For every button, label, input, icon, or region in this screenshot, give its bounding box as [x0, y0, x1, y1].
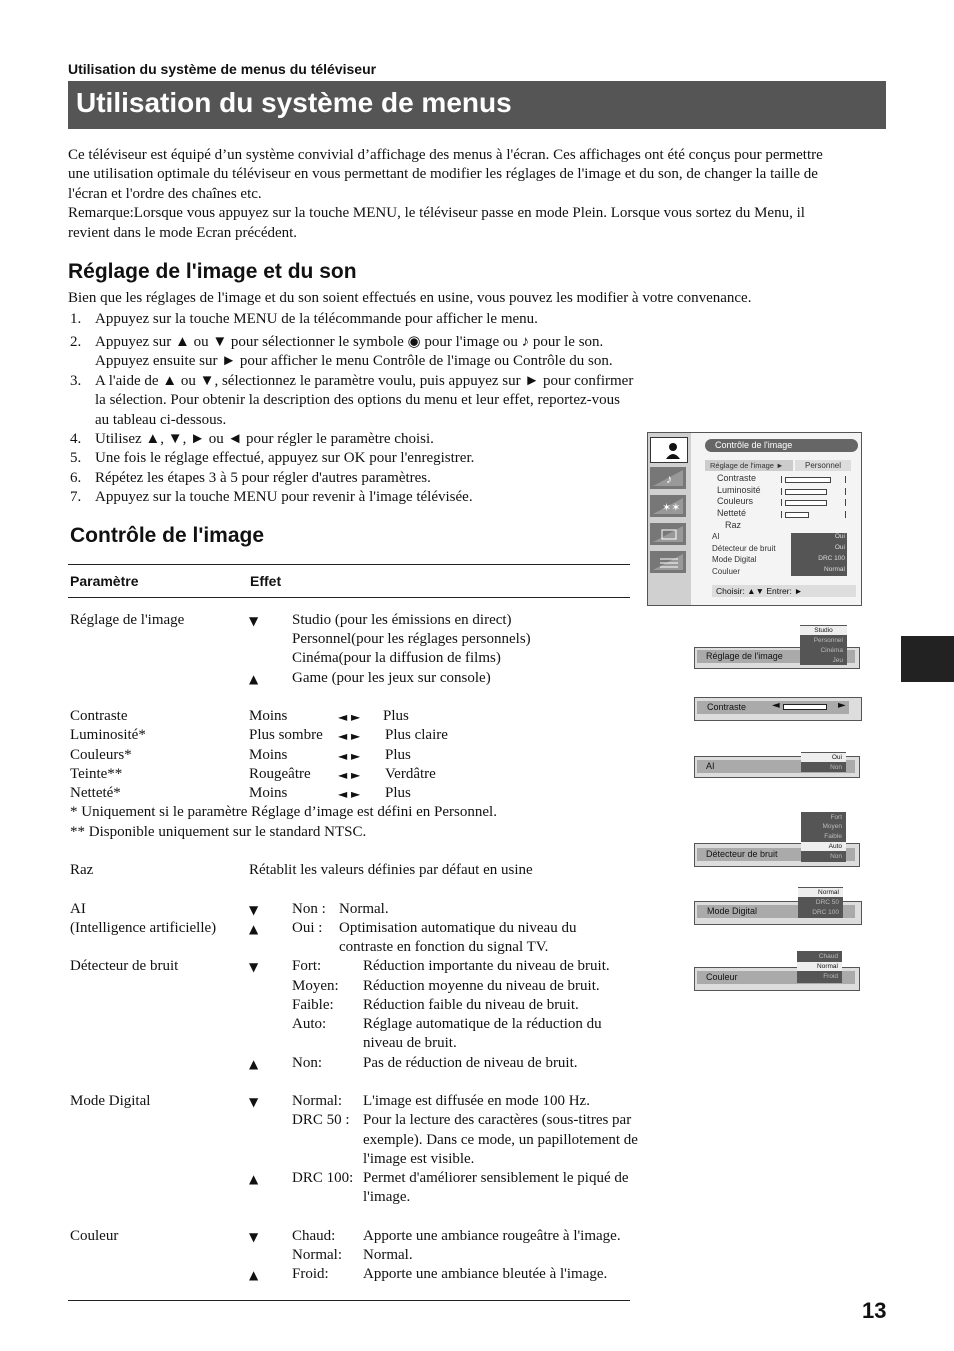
slider-tick [845, 511, 846, 518]
table-cell-key: Fort: [292, 958, 322, 974]
table-cell-effect: Normal. [363, 1247, 413, 1263]
down-arrow-icon: ▼ [249, 614, 259, 628]
option-selected[interactable]: Studio [800, 626, 847, 635]
table-cell-key: Normal: [292, 1093, 342, 1109]
table-cell-key: DRC 50 : [292, 1112, 350, 1128]
table-cell-effect: Optimisation automatique du niveau du [339, 920, 577, 936]
chapter-tab-marker [901, 636, 954, 682]
table-cell-effect: Apporte une ambiance rougeâtre à l'image. [363, 1228, 621, 1244]
osd-item-label: Couluer [712, 567, 741, 576]
table-cell-low: Moins [249, 708, 288, 724]
table-cell-param: Netteté* [70, 785, 121, 801]
up-arrow-icon: ▲ [249, 672, 259, 686]
option[interactable]: Non [830, 764, 842, 771]
osd-item-label: Netteté [717, 508, 747, 518]
table-cell-low: Moins [249, 747, 288, 763]
list-item [70, 372, 670, 430]
table-cell-effect: Normal. [339, 901, 389, 917]
step-text: au tableau ci-dessous. [95, 411, 227, 428]
table-cell-key: Oui : [292, 920, 323, 936]
osd-value: Normal [824, 566, 845, 573]
column-header-effet: Effet [250, 573, 282, 589]
table-cell-param: Couleurs* [70, 747, 132, 763]
option[interactable]: Personnel [813, 637, 843, 644]
mini-osd-label: Couleur [697, 971, 855, 984]
step-number: 5. [70, 450, 82, 467]
osd-slider[interactable] [781, 486, 849, 496]
option[interactable]: Chaud [818, 953, 838, 960]
mini-osd-reglage [694, 625, 860, 670]
osd-item-label: Contraste [717, 473, 757, 483]
osd-slider[interactable] [781, 509, 849, 519]
osd-value: Oui [834, 544, 845, 551]
list-item [70, 488, 670, 507]
up-arrow-icon: ▲ [249, 922, 259, 936]
mini-osd-contraste [694, 697, 860, 721]
table-cell-high: Verdâtre [385, 766, 436, 782]
table-cell-key: Chaud: [292, 1228, 336, 1244]
sound-icon [650, 467, 686, 489]
list-item [70, 430, 670, 449]
table-cell-effect: l'image est visible. [363, 1151, 475, 1167]
left-arrow-icon[interactable]: ◄ [772, 700, 780, 711]
left-right-arrows-icon: ◄ ► [338, 749, 361, 763]
down-arrow-icon: ▼ [249, 960, 259, 974]
step-text: Utilisez ▲, ▼, ► ou ◄ pour régler le paramètre choisi. [95, 431, 434, 447]
table-cell-key: Non : [292, 901, 326, 917]
svg-text:✶✶: ✶✶ [662, 502, 681, 514]
svg-text:♪: ♪ [666, 472, 672, 486]
down-arrow-icon: ▼ [249, 903, 259, 917]
slider-tick [845, 488, 846, 495]
table-cell-high: Plus [385, 747, 411, 763]
table-cell-effect: Rétablit les valeurs définies par défaut en usine [249, 862, 533, 878]
table-cell-key: Moyen: [292, 978, 339, 994]
option-selected[interactable]: Normal [798, 888, 843, 897]
slider-tick [781, 511, 782, 518]
step-text: la sélection. Pour obtenir la description des options du menu et leur effet, reportez-vous [95, 392, 620, 409]
list-item [70, 469, 670, 488]
up-arrow-icon: ▲ [249, 1057, 259, 1071]
step-text: Appuyez sur la touche MENU pour revenir à l'image télévisée. [95, 489, 473, 506]
table-cell-key: Faible: [292, 997, 334, 1013]
osd-item-label: Détecteur de bruit [712, 544, 776, 553]
osd-item-label: Luminosité [717, 485, 761, 495]
table-cell-param: Raz [70, 862, 94, 878]
list-item [70, 449, 670, 468]
slider-track [785, 477, 831, 483]
slider-tick [845, 499, 846, 506]
divider [68, 564, 630, 565]
divider [68, 597, 630, 598]
mini-osd-bruit [694, 812, 860, 868]
list-item [70, 333, 670, 372]
slider-tick [781, 476, 782, 483]
intro-line: Remarque:Lorsque vous appuyez sur la touche MENU, le téléviseur passe en mode Plein. Lorsque vous sortez du Menu, il [68, 205, 805, 222]
table-cell-param: Mode Digital [70, 1093, 151, 1109]
breadcrumb: Utilisation du système de menus du téléviseur [68, 61, 377, 77]
table-cell-effect: Game (pour les jeux sur console) [292, 670, 491, 686]
down-arrow-icon: ▼ [249, 1095, 259, 1109]
left-right-arrows-icon: ◄ ► [338, 710, 361, 724]
step-text: A l'aide de ▲ ou ▼, sélectionnez le paramètre voulu, puis appuyez sur ► pour confirmer [95, 373, 634, 389]
osd-footer: Choisir: ▲▼ Entrer: ► [712, 585, 856, 597]
osd-screenshot [647, 432, 862, 606]
footnote: ** Disponible uniquement sur le standard NTSC. [70, 824, 367, 840]
osd-item-label: Mode Digital [712, 555, 757, 564]
osd-item-reglage[interactable]: Réglage de l'image ► [705, 460, 793, 471]
section-heading-reglage: Réglage de l'image et du son [68, 260, 357, 283]
slider-tick [781, 499, 782, 506]
setup-icon [650, 523, 686, 545]
osd-slider[interactable] [781, 497, 849, 507]
table-cell-high: Plus [385, 785, 411, 801]
table-cell-effect: Permet d'améliorer sensiblement le piqué de [363, 1170, 629, 1186]
step-text: Appuyez ensuite sur ► pour afficher le menu Contrôle de l'image ou Contrôle du son. [95, 353, 613, 369]
table-cell-effect: Personnel(pour les réglages personnels) [292, 631, 531, 647]
osd-item-label: Raz [725, 520, 742, 530]
osd-value: Oui [834, 533, 845, 540]
intro-line: Ce téléviseur est équipé d’un système convivial d’affichage des menus à l'écran. Ces affichages ont été conçus pour permettre [68, 147, 823, 163]
section-lead: Bien que les réglages de l'image et du son soient effectués en usine, vous pouvez les modifier à votre convenance. [68, 290, 752, 306]
column-header-parametre: Paramètre [70, 573, 139, 589]
osd-slider[interactable] [781, 474, 849, 484]
table-cell-effect: Studio (pour les émissions en direct) [292, 612, 512, 628]
slider-tick [845, 476, 846, 483]
step-text: Appuyez sur ▲ ou ▼ pour sélectionner le symbole ◉ pour l'image ou ♪ pour le son. [95, 334, 604, 350]
osd-title: Contrôle de l'image [705, 439, 858, 452]
table-cell-effect: Réduction faible du niveau de bruit. [363, 997, 579, 1013]
table-cell-effect: Pas de réduction de niveau de bruit. [363, 1055, 578, 1071]
divider [68, 1300, 630, 1301]
option[interactable]: DRC 50 [815, 899, 839, 906]
list-item [70, 310, 670, 332]
table-cell-param: Teinte** [70, 766, 123, 782]
step-number: 1. [70, 311, 82, 327]
option[interactable]: Cinéma [820, 647, 843, 654]
table-cell-low: Moins [249, 785, 288, 801]
table-cell-effect: Réduction importante du niveau de bruit. [363, 958, 610, 974]
osd-item-label: Réglage de l'image [710, 461, 774, 470]
install-icon [650, 551, 686, 573]
osd-value: DRC 100 [818, 555, 845, 562]
table-cell-param: Luminosité* [70, 727, 146, 743]
table-cell-key: Non: [292, 1055, 322, 1071]
intro-paragraph [68, 146, 898, 243]
up-arrow-icon: ▲ [249, 1172, 259, 1186]
slider-track[interactable] [783, 704, 827, 710]
table-cell-high: Plus claire [385, 727, 448, 743]
slider-track [785, 489, 827, 495]
table-cell-effect: Pour la lecture des caractères (sous-titres par [363, 1112, 632, 1128]
option[interactable]: Jeu [832, 657, 843, 664]
mini-osd-label: Mode Digital [697, 905, 855, 918]
table-cell-param: Couleur [70, 1228, 119, 1244]
step-number: 2. [70, 334, 82, 350]
table-cell-effect: l'image. [363, 1189, 411, 1205]
step-text: Appuyez sur la touche MENU de la télécommande pour afficher le menu. [95, 311, 538, 327]
option-selected[interactable]: Oui [801, 753, 846, 762]
table-cell-param: Réglage de l'image [70, 612, 185, 628]
table-cell-param: Détecteur de bruit [70, 958, 179, 974]
table-cell-param: (Intelligence artificielle) [70, 920, 217, 936]
intro-line: l'écran et l'ordre des chaînes etc. [68, 185, 262, 202]
table-cell-effect: L'image est diffusée en mode 100 Hz. [363, 1093, 590, 1109]
option-selected[interactable]: Auto [801, 842, 846, 851]
option[interactable]: Faible [824, 833, 842, 840]
slider-track [785, 500, 827, 506]
table-cell-low: Plus sombre [249, 727, 323, 743]
table-cell-param: Contraste [70, 708, 128, 724]
step-text: Une fois le réglage effectué, appuyez sur OK pour l'enregistrer. [95, 450, 475, 467]
left-right-arrows-icon: ◄ ► [338, 768, 361, 782]
mini-osd-couleur [694, 951, 860, 991]
osd-item-label: AI [712, 532, 720, 541]
table-cell-effect: Apporte une ambiance bleutée à l'image. [363, 1266, 608, 1282]
table-cell-effect: Réduction moyenne du niveau de bruit. [363, 978, 600, 994]
option[interactable]: DRC 100 [812, 909, 839, 916]
table-cell-param: AI [70, 901, 86, 917]
step-number: 4. [70, 431, 82, 447]
option[interactable]: Fort [830, 814, 842, 821]
left-right-arrows-icon: ◄ ► [338, 729, 361, 743]
table-cell-key: DRC 100: [292, 1170, 354, 1186]
option-selected[interactable]: Normal [797, 962, 842, 971]
osd-item-label: Couleurs [717, 496, 754, 506]
page-title: Utilisation du système de menus [76, 87, 512, 118]
intro-line: revient dans le mode Ecran précédent. [68, 224, 298, 241]
option[interactable]: Non [830, 853, 842, 860]
mini-osd-digital [694, 887, 860, 927]
right-arrow-icon[interactable]: ► [838, 700, 846, 711]
table-cell-effect: niveau de bruit. [363, 1035, 457, 1051]
step-number: 3. [70, 373, 82, 389]
section-heading-controle: Contrôle de l'image [70, 524, 265, 547]
page-title-bar [68, 81, 886, 129]
table-cell-key: Auto: [292, 1016, 327, 1032]
table-cell-effect: exemple). Dans ce mode, un papillotement de [363, 1132, 638, 1148]
step-number: 7. [70, 489, 82, 506]
steps-list [70, 310, 670, 508]
table-cell-key: Normal: [292, 1247, 342, 1263]
footnote: * Uniquement si le paramètre Réglage d’image est défini en Personnel. [70, 804, 497, 820]
mini-osd-ai [694, 752, 860, 780]
page-number: 13 [862, 1298, 887, 1323]
mini-osd-label: Réglage de l'image [697, 650, 855, 663]
osd-value-personnel: Personnel [795, 460, 851, 471]
table-cell-effect: Cinéma(pour la diffusion de films) [292, 650, 501, 666]
step-text: Répétez les étapes 3 à 5 pour régler d'autres paramètres. [95, 469, 431, 486]
option[interactable]: Moyen [822, 823, 842, 830]
mini-osd-label: Détecteur de bruit [697, 848, 855, 861]
up-arrow-icon: ▲ [249, 1268, 259, 1282]
table-cell-effect: Réglage automatique de la réduction du [363, 1016, 602, 1032]
slider-tick [781, 488, 782, 495]
table-cell-key: Froid: [292, 1266, 329, 1282]
down-arrow-icon: ▼ [249, 1230, 259, 1244]
table-cell-low: Rougeâtre [249, 766, 311, 782]
table-cell-effect: contraste en fonction du signal TV. [339, 939, 549, 955]
features-icon [650, 495, 686, 517]
mini-osd-label: AI [697, 760, 855, 773]
table-cell-high: Plus [383, 708, 409, 724]
left-right-arrows-icon: ◄ ► [338, 787, 361, 801]
step-number: 6. [70, 469, 82, 486]
slider-track [785, 512, 809, 518]
intro-line: une utilisation optimale du téléviseur en vous permettant de modifier les réglages de l'image et du son, de changer la taille de [68, 166, 818, 183]
mini-osd-label: Contraste [697, 701, 849, 714]
option[interactable]: Froid [823, 973, 838, 980]
picture-icon [650, 437, 688, 463]
